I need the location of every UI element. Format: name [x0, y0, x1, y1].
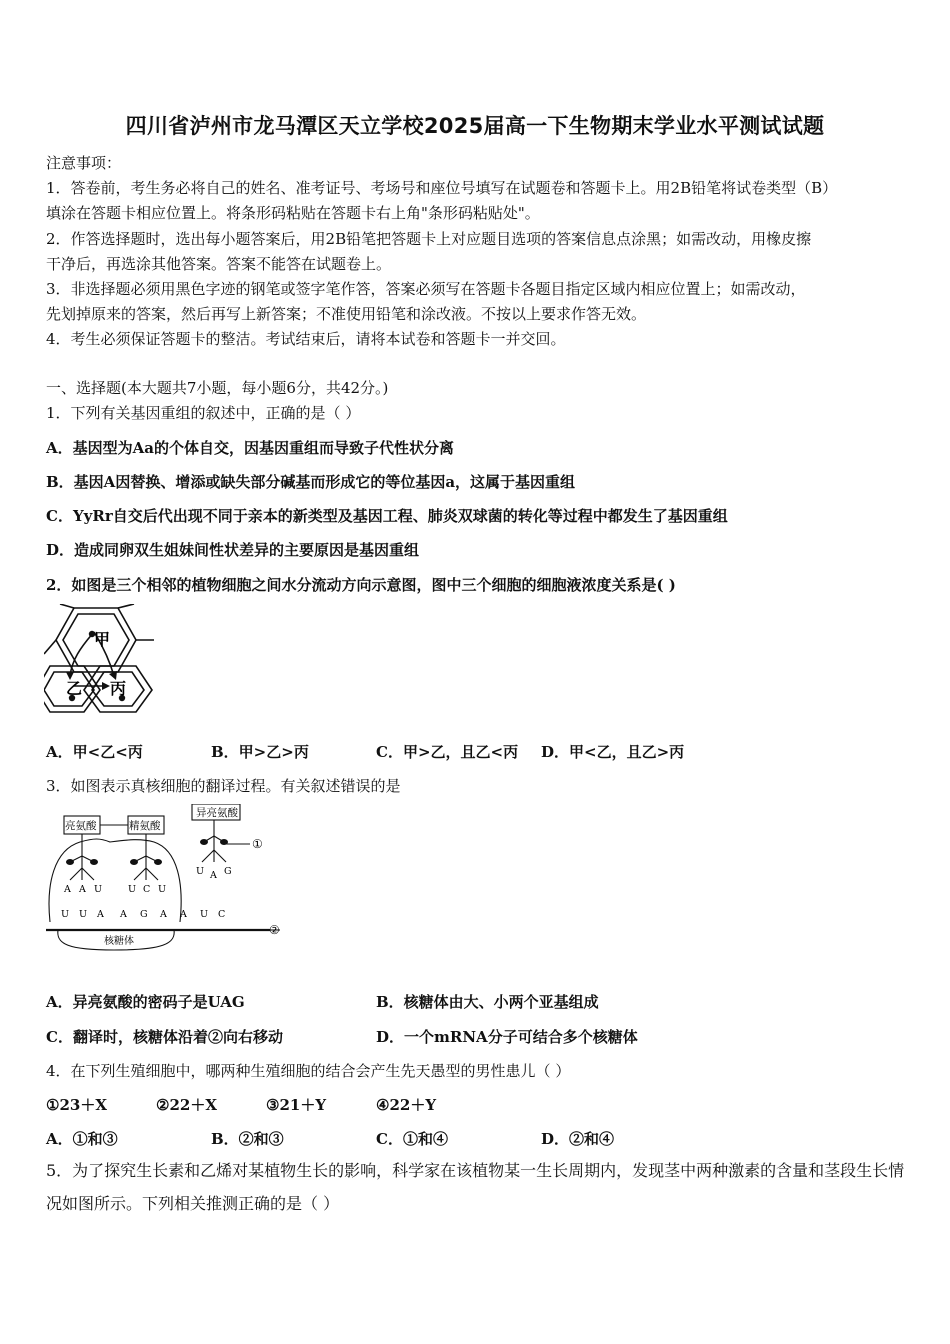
- gamete-item: ①23＋X: [46, 1096, 107, 1114]
- question-1-option-b: B．基因A因替换、增添或缺失部分碱基而形成它的等位基因a，这属于基因重组: [46, 473, 576, 491]
- amino-acid-2: 精氨酸: [129, 820, 161, 832]
- marker-1: ①: [252, 837, 263, 851]
- anticodon-base: G: [224, 866, 232, 877]
- plant-cells-figure: [44, 604, 156, 714]
- mrna-base: A: [160, 909, 167, 920]
- anticodon-base: A: [64, 884, 71, 895]
- question-3-stem: 3．如图表示真核细胞的翻译过程。有关叙述错误的是: [46, 777, 401, 795]
- cell-label-c: 丙: [110, 679, 127, 698]
- mrna-base: A: [97, 909, 104, 920]
- marker-2: ②: [269, 923, 280, 937]
- amino-acid-1: 亮氨酸: [65, 820, 97, 832]
- question-2-stem: 2．如图是三个相邻的植物细胞之间水分流动方向示意图，图中三个细胞的细胞液浓度关系是( ): [46, 576, 676, 594]
- question-2-option-d: D．甲<乙，且乙>丙: [541, 743, 685, 761]
- translation-figure: [44, 804, 294, 954]
- cell-label-a: 甲: [94, 630, 111, 649]
- question-4-option-c: C．①和④: [376, 1130, 448, 1148]
- amino-acid-3: 异亮氨酸: [196, 807, 238, 819]
- question-1-stem: 1．下列有关基因重组的叙述中，正确的是（ ）: [46, 404, 361, 422]
- question-1-option-c: C．YyRr自交后代出现不同于亲本的新类型及基因工程、肺炎双球菌的转化等过程中都发生了基因重组: [46, 507, 728, 525]
- anticodon-base: U: [94, 884, 103, 895]
- question-2-option-b: B．甲>乙>丙: [211, 743, 309, 761]
- question-4-option-a: A．①和③: [46, 1130, 118, 1148]
- question-2-option-c: C．甲>乙，且乙<丙: [376, 743, 519, 761]
- anticodon-base: U: [158, 884, 167, 895]
- question-5-stem: 5．为了探究生长素和乙烯对某植物生长的影响，科学家在该植物某一生长周期内，发现茎中两种激素的含量和茎段生长情况如图所示。下列相关推测正确的是（ ）: [46, 1161, 905, 1213]
- question-3-option-b: B．核糖体由大、小两个亚基组成: [376, 993, 599, 1011]
- gamete-item: ④22＋Y: [376, 1096, 437, 1114]
- mrna-base: C: [218, 909, 226, 920]
- mrna-base: A: [120, 909, 127, 920]
- mrna-base: G: [140, 909, 148, 920]
- notice-line: 2．作答选择题时，选出每小题答案后，用2B铅笔把答题卡上对应题目选项的答案信息点涂黑；如需改动，用橡皮擦: [46, 230, 812, 248]
- mrna-base: U: [61, 909, 70, 920]
- question-4-option-d: D．②和④: [541, 1130, 615, 1148]
- question-2-option-a: A．甲<乙<丙: [46, 743, 143, 761]
- question-4-option-b: B．②和③: [211, 1130, 284, 1148]
- anticodon-base: U: [196, 866, 205, 877]
- notice-line: 填涂在答题卡相应位置上。将条形码粘贴在答题卡右上角"条形码粘贴处"。: [46, 204, 540, 222]
- gamete-item: ②22＋X: [156, 1096, 217, 1114]
- gamete-item: ③21＋Y: [266, 1096, 327, 1114]
- notice-line: 1．答卷前，考生务必将自己的姓名、准考证号、考场号和座位号填写在试题卷和答题卡上。用2B铅笔将试卷类型（B）: [46, 179, 838, 197]
- notice-line: 3．非选择题必须用黑色字迹的钢笔或签字笔作答，答案必须写在答题卡各题目指定区域内相应位置上；如需改动，: [46, 280, 806, 298]
- anticodon-base: C: [143, 884, 151, 895]
- mrna-base: U: [79, 909, 88, 920]
- mrna-base: U: [200, 909, 209, 920]
- question-3-option-d: D．一个mRNA分子可结合多个核糖体: [376, 1028, 638, 1046]
- mrna-base: A: [180, 909, 187, 920]
- notice-line: 干净后，再选涂其他答案。答案不能答在试题卷上。: [46, 255, 392, 273]
- question-1-option-d: D．造成同卵双生姐妹间性状差异的主要原因是基因重组: [46, 541, 420, 559]
- anticodon-base: A: [210, 870, 217, 881]
- page-title: 四川省泸州市龙马潭区天立学校2025届高一下生物期末学业水平测试试题: [125, 114, 825, 138]
- notice-line: 4．考生必须保证答题卡的整洁。考试结束后，请将本试卷和答题卡一并交回。: [46, 330, 566, 348]
- question-3-option-a: A．异亮氨酸的密码子是UAG: [46, 993, 245, 1011]
- ribosome-label: 核糖体: [104, 936, 134, 947]
- question-1-option-a: A．基因型为Aa的个体自交，因基因重组而导致子代性状分离: [46, 439, 454, 457]
- question-3-option-c: C．翻译时，核糖体沿着②向右移动: [46, 1028, 283, 1046]
- section-heading: 一、选择题(本大题共7小题，每小题6分，共42分。): [46, 379, 389, 397]
- notice-line: 先划掉原来的答案，然后再写上新答案；不准使用铅笔和涂改液。不按以上要求作答无效。: [46, 305, 647, 323]
- question-4-stem: 4．在下列生殖细胞中，哪两种生殖细胞的结合会产生先天愚型的男性患儿（ ）: [46, 1062, 571, 1080]
- anticodon-base: U: [128, 884, 137, 895]
- notice-heading: 注意事项：: [46, 154, 122, 172]
- cell-label-b: 乙: [66, 679, 83, 698]
- anticodon-base: A: [79, 884, 86, 895]
